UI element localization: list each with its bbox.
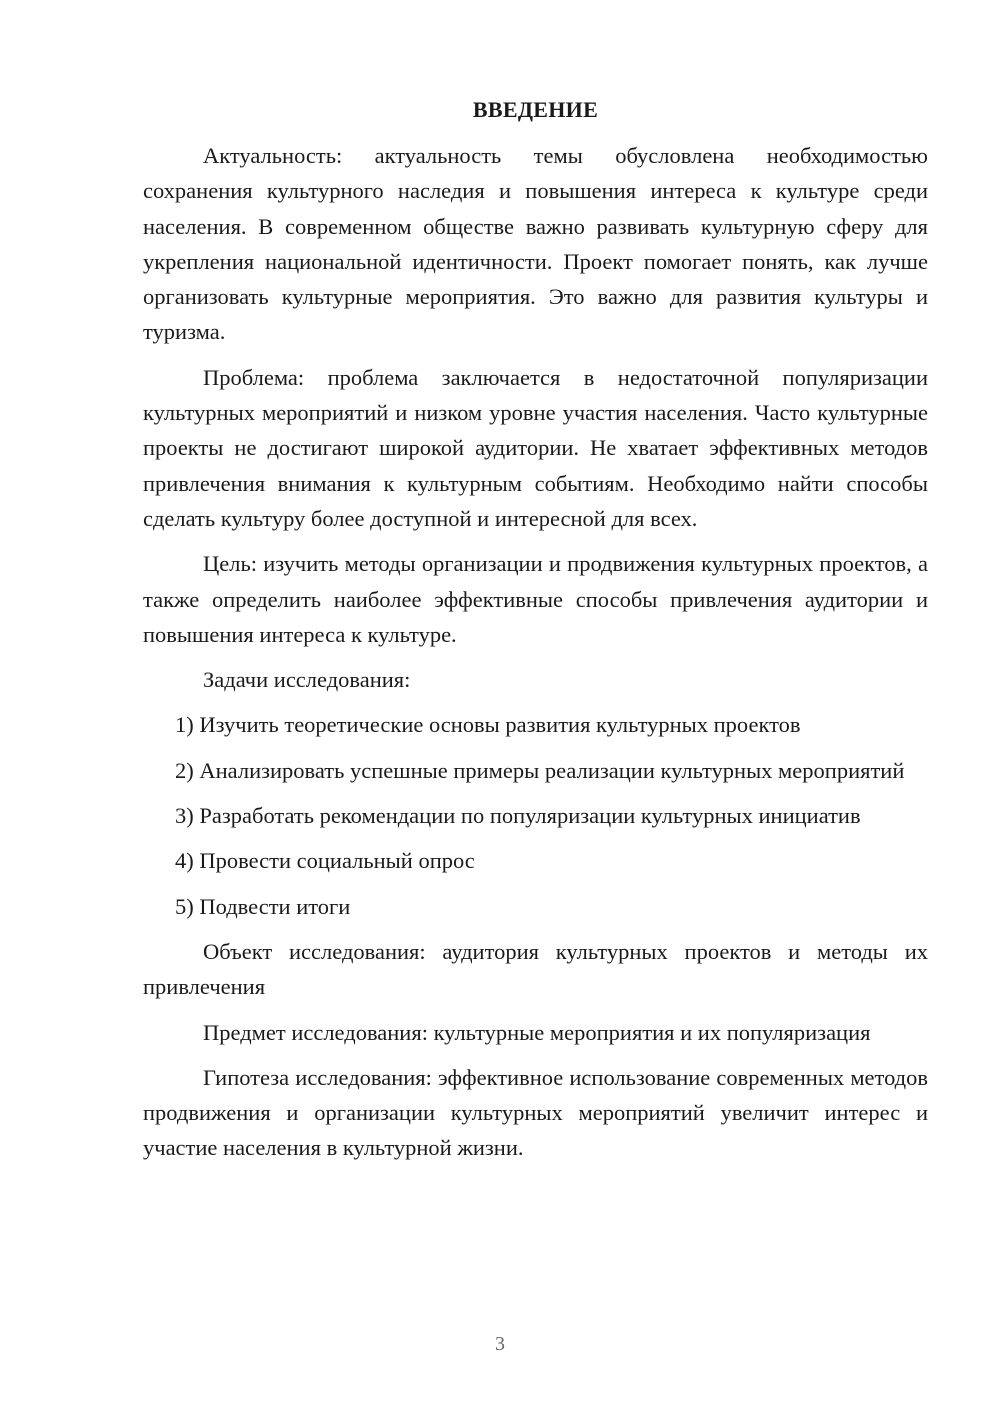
paragraph-goal: Цель: изучить методы организации и продвижения культурных проектов, а также определить наиболее эффективные способы привлечения аудитории и повышения интереса к культуре. [143,551,928,647]
paragraph-problem: Проблема: проблема заключается в недостаточной популяризации культурных мероприятий и низком уровне участия населения. Часто культурные проекты не достигают широкой аудитории. Не хватает эффективных методов привлечения внимания к культурным событиям. Необходимо найти способы сделать культуру более доступной и интересной для всех. [143,364,928,531]
paragraph-object: Объект исследования: аудитория культурных проектов и методы их привлечения [143,938,928,1000]
paragraph-relevance: Актуальность: актуальность темы обусловлена необходимостью сохранения культурного наследия и повышения интереса к культуре среди населения. В современном обществе важно развивать культурную сферу для укрепления национальной идентичности. Проект помогает понять, как лучше организовать культурные мероприятия. Это важно для развития культуры и туризма. [143,143,928,345]
tasks-title: Задачи исследования: [203,667,411,693]
task-item-2: 2) Анализировать успешные примеры реализации культурных мероприятий [175,757,905,783]
task-item-3: 3) Разработать рекомендации по популяризации культурных инициатив [175,803,861,829]
task-item-4: 4) Провести социальный опрос [175,848,475,874]
section-heading: ВВЕДЕНИЕ [472,97,599,122]
task-item-5: 5) Подвести итоги [175,893,351,919]
page-content [143,94,928,1166]
paragraph-subject: Предмет исследования: культурные мероприятия и их популяризация [203,1019,871,1045]
paragraph-hypothesis: Гипотеза исследования: эффективное использование современных методов продвижения и организации культурных мероприятий увеличит интерес и участие населения в культурной жизни. [143,1064,928,1161]
task-item-1: 1) Изучить теоретические основы развития культурных проектов [175,712,801,738]
page-number: 3 [495,1333,505,1355]
